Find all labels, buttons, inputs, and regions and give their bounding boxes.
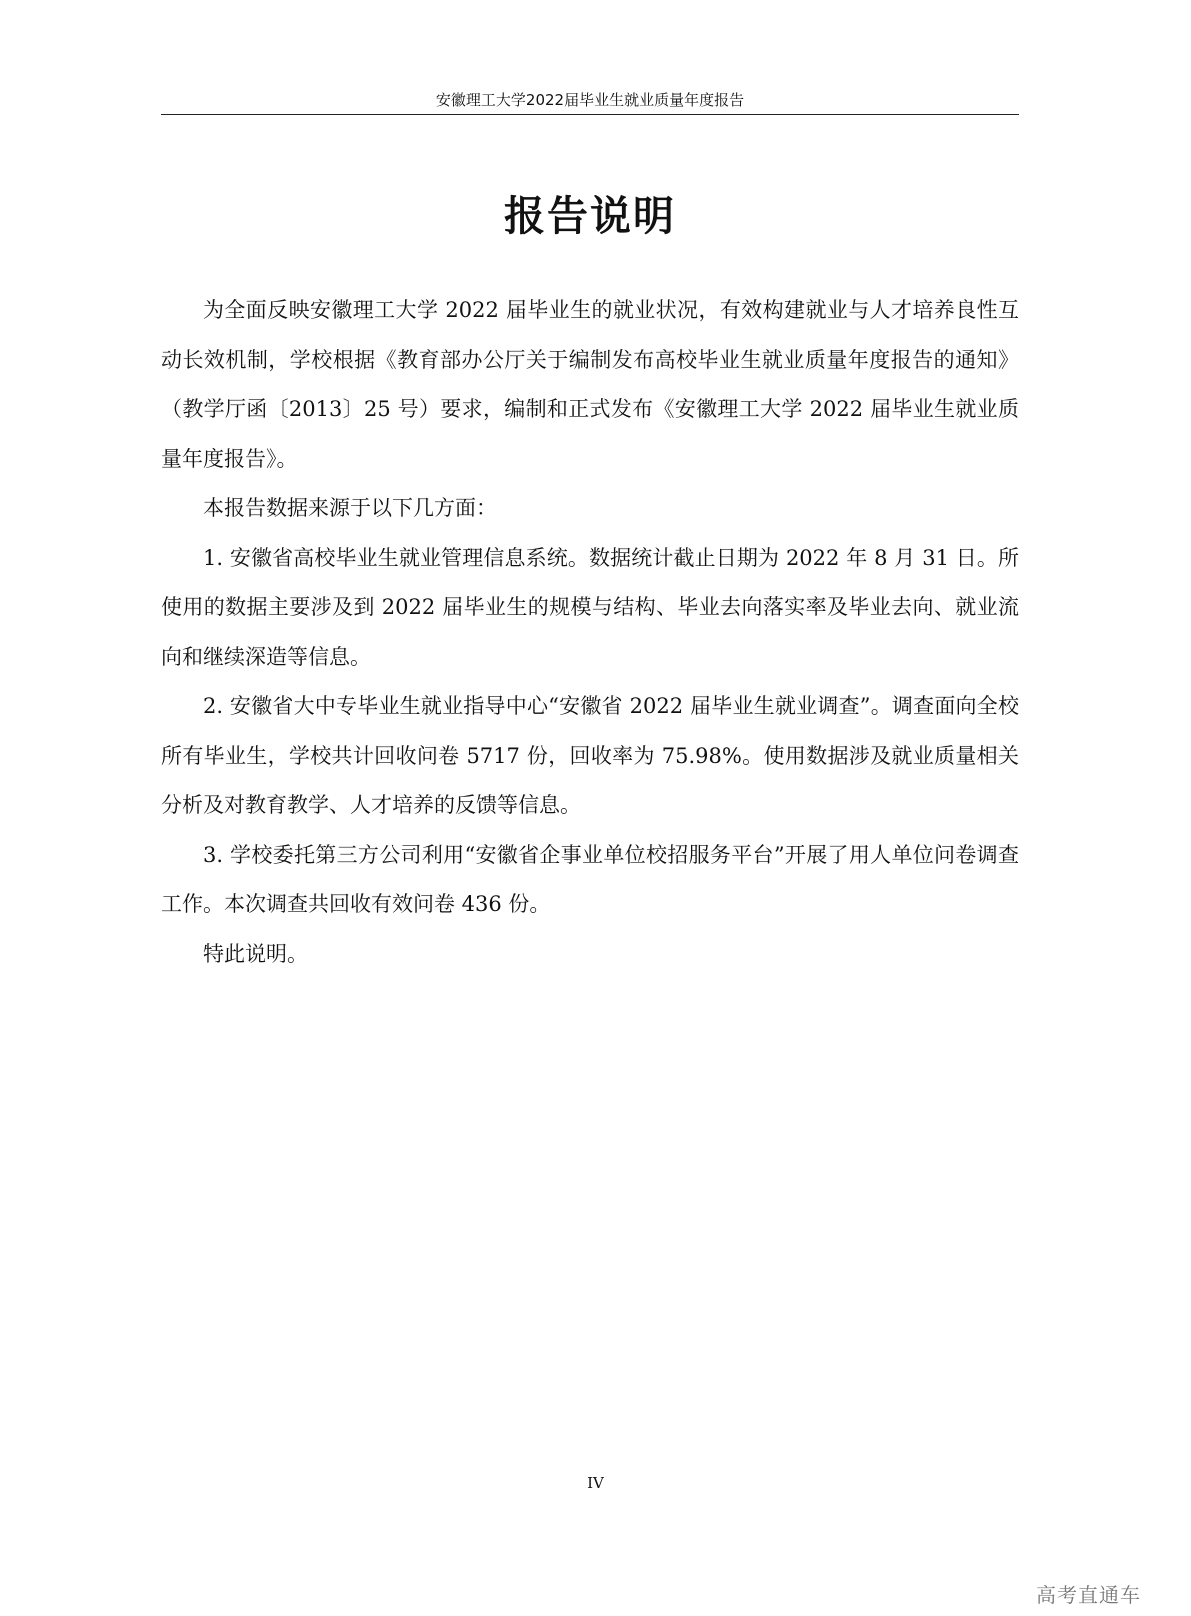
paragraph-intro: 为全面反映安徽理工大学 2022 届毕业生的就业状况，有效构建就业与人才培养良性互动长效机制，学校根据《教育部办公厅关于编制发布高校毕业生就业质量年度报告的通知》（教学厅函〔2013〕25 号）要求，编制和正式发布《安徽理工大学 2022 届毕业生就业质量年度报告》。 [161, 298, 1019, 471]
paragraph-closing: 特此说明。 [203, 941, 308, 966]
running-header-title: 安徽理工大学2022届毕业生就业质量年度报告 [435, 91, 745, 109]
watermark-text: 高考直通车 [1036, 1583, 1141, 1607]
paragraph-source-3: 3. 学校委托第三方公司利用“安徽省企事业单位校招服务平台”开展了用人单位问卷调查工作。本次调查共回收有效问卷 436 份。 [161, 842, 1019, 916]
paragraph-sources-lead: 本报告数据来源于以下几方面： [203, 496, 497, 520]
paragraph-source-2: 2. 安徽省大中专毕业生就业指导中心“安徽省 2022 届毕业生就业调查”。调查面向全校所有毕业生，学校共计回收问卷 5717 份，回收率为 75.98%。使用数据涉及就业质量相关分析及对教育教学、人才培养的反馈等信息。 [161, 694, 1019, 817]
document-title: 报告说明 [504, 192, 676, 240]
paragraph-source-1: 1. 安徽省高校毕业生就业管理信息系统。数据统计截止日期为 2022 年 8 月 31 日。所使用的数据主要涉及到 2022 届毕业生的规模与结构、毕业去向落实率及毕业去向、就业流向和继续深造等信息。 [161, 545, 1019, 669]
document-body [161, 286, 1019, 979]
page-number: IV [587, 1474, 604, 1492]
running-header [161, 88, 1019, 115]
